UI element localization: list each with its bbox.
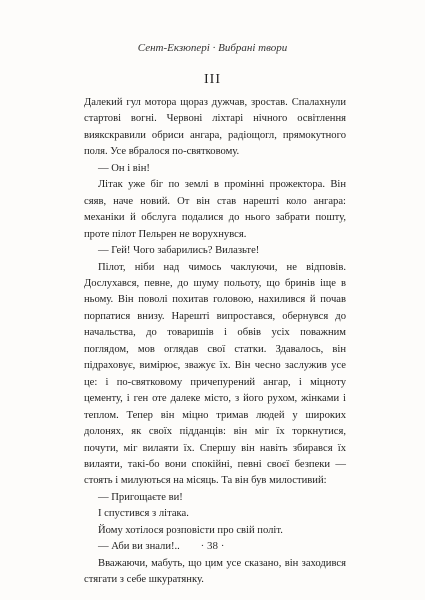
- paragraph: Вважаючи, мабуть, що цим усе сказано, він заходився стягати з себе шкуратянку.: [84, 557, 346, 586]
- paragraph: Йому хотілося розповісти про свій політ.: [98, 524, 283, 536]
- page-number: · 38 ·: [200, 540, 225, 552]
- paragraph: І спустився з літака.: [98, 508, 189, 520]
- paragraph: — Гей! Чого забарились? Вилазьте!: [98, 245, 260, 257]
- paragraph: Літак уже біг по землі в промінні прожектора. Він сяяв, наче новий. От він став нарешті коло ангара: механіки й обслуга подалися до нього забрати пошту, проте пілот Пельрен не ворухнувся.: [84, 179, 346, 240]
- paragraph: — Аби ви знали!..: [98, 541, 180, 553]
- body-text: [84, 95, 346, 589]
- paragraph: — Он і він!: [98, 162, 150, 174]
- paragraph: — Пригощаєте ви!: [98, 491, 183, 503]
- paragraph: Далекий гул мотора щораз дужчав, зростав. Спалахнули стартові вогні. Червоні ліхтарі нічного освітлення виякскравили обриси ангара, радіощогл, прямокутного поля. Усе вбралося по-святковому.: [84, 97, 346, 158]
- running-head: Сент-Екзюпері · Вибрані твори: [137, 42, 288, 54]
- paragraph: Пілот, ніби над чимось чаклуючи, не відповів. Дослухався, певне, до шуму польоту, що бринів іще в ньому. Він поволі похитав головою, нахилився й почав порпатися внизу. Нарешті випростався, обернувся до начальства, до товаришів і обвів усіх поважним поглядом, мов оглядав свої статки. Здавалось, він підраховує, вимірює, зважує їх. Він чесно заслужив усе це: і по-святковому причепурений ангар, і міцноту цементу, і ген оте далеке місто, з його рухом, жінками і теплом. Тепер він міцно тримав людей у широких долонях, як своїх підданців: він міг їх торкнутися, почути, міг вилаяти їх. Спершу він навіть збирався їх вилаяти, такі-бо вони спокійні, певні своєї безпеки — стоять і милуються на місяць. Та він був милостивий:: [84, 261, 346, 487]
- chapter-number: III: [204, 72, 221, 87]
